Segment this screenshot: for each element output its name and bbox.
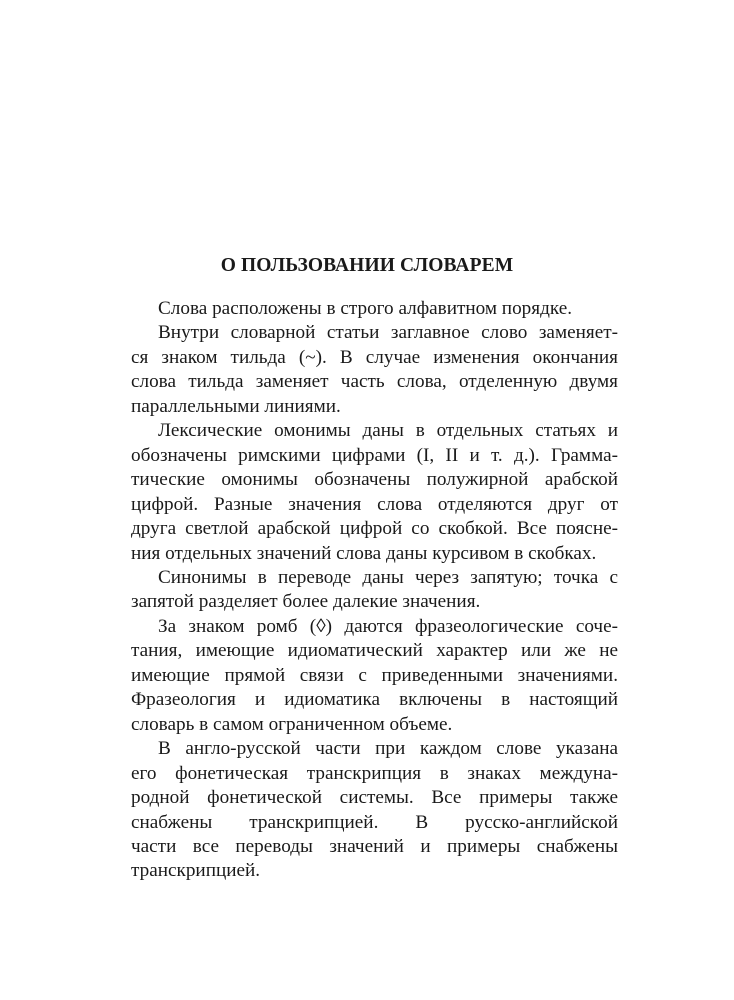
text-line: параллельными линиями. <box>131 395 341 417</box>
text-line: тания, имеющие идиоматический характер или же не <box>131 640 618 662</box>
text-line: Синонимы в переводе даны через запятую; точка с <box>158 566 618 588</box>
text-line: транскрипцией. <box>131 860 261 882</box>
text-line: В англо-русской части при каждом слове указана <box>158 738 618 760</box>
text-line: цифрой. Разные значения слова отделяются друг от <box>131 493 618 515</box>
page-title: О ПОЛЬЗОВАНИИ СЛОВАРЕМ <box>220 255 514 276</box>
text-line: родной фонетической системы. Все примеры также <box>131 787 618 809</box>
text-line: Фразеология и идиоматика включены в настоящий <box>131 689 618 711</box>
text-line: слова тильда заменяет часть слова, отделенную двумя <box>131 371 618 393</box>
text-line: запятой разделяет более далекие значения. <box>131 591 481 613</box>
text-line: имеющие прямой связи с приведенными значениями. <box>131 664 618 686</box>
text-line: обозначены римскими цифрами (I, II и т. д.). Грамма- <box>131 444 618 466</box>
paragraph <box>131 321 618 419</box>
text-line: Внутри словарной статьи заглавное слово заменяет- <box>158 322 618 344</box>
text-line: словарь в самом ограниченном объеме. <box>131 713 453 735</box>
paragraph <box>131 419 618 566</box>
text-line: ния отдельных значений слова даны курсивом в скобках. <box>131 542 597 564</box>
paragraph <box>131 737 618 884</box>
text-line: друга светлой арабской цифрой со скобкой. Все поясне- <box>131 518 618 540</box>
paragraph <box>131 566 618 615</box>
document-body <box>131 297 618 884</box>
text-line: части все переводы значений и примеры снабжены <box>131 835 618 857</box>
text-line: Лексические омонимы даны в отдельных статьях и <box>158 420 618 442</box>
paragraph <box>131 297 618 321</box>
text-line: его фонетическая транскрипция в знаках междуна- <box>131 762 618 784</box>
paragraph <box>131 615 618 737</box>
text-line: ся знаком тильда (~). В случае изменения окончания <box>131 346 618 368</box>
text-line: снабжены транскрипцией. В русско-английской <box>131 811 618 833</box>
text-line: тические омонимы обозначены полужирной арабской <box>131 469 618 491</box>
text-line: За знаком ромб (◊) даются фразеологические соче- <box>158 615 618 637</box>
text-line: Слова расположены в строго алфавитном порядке. <box>158 298 573 319</box>
